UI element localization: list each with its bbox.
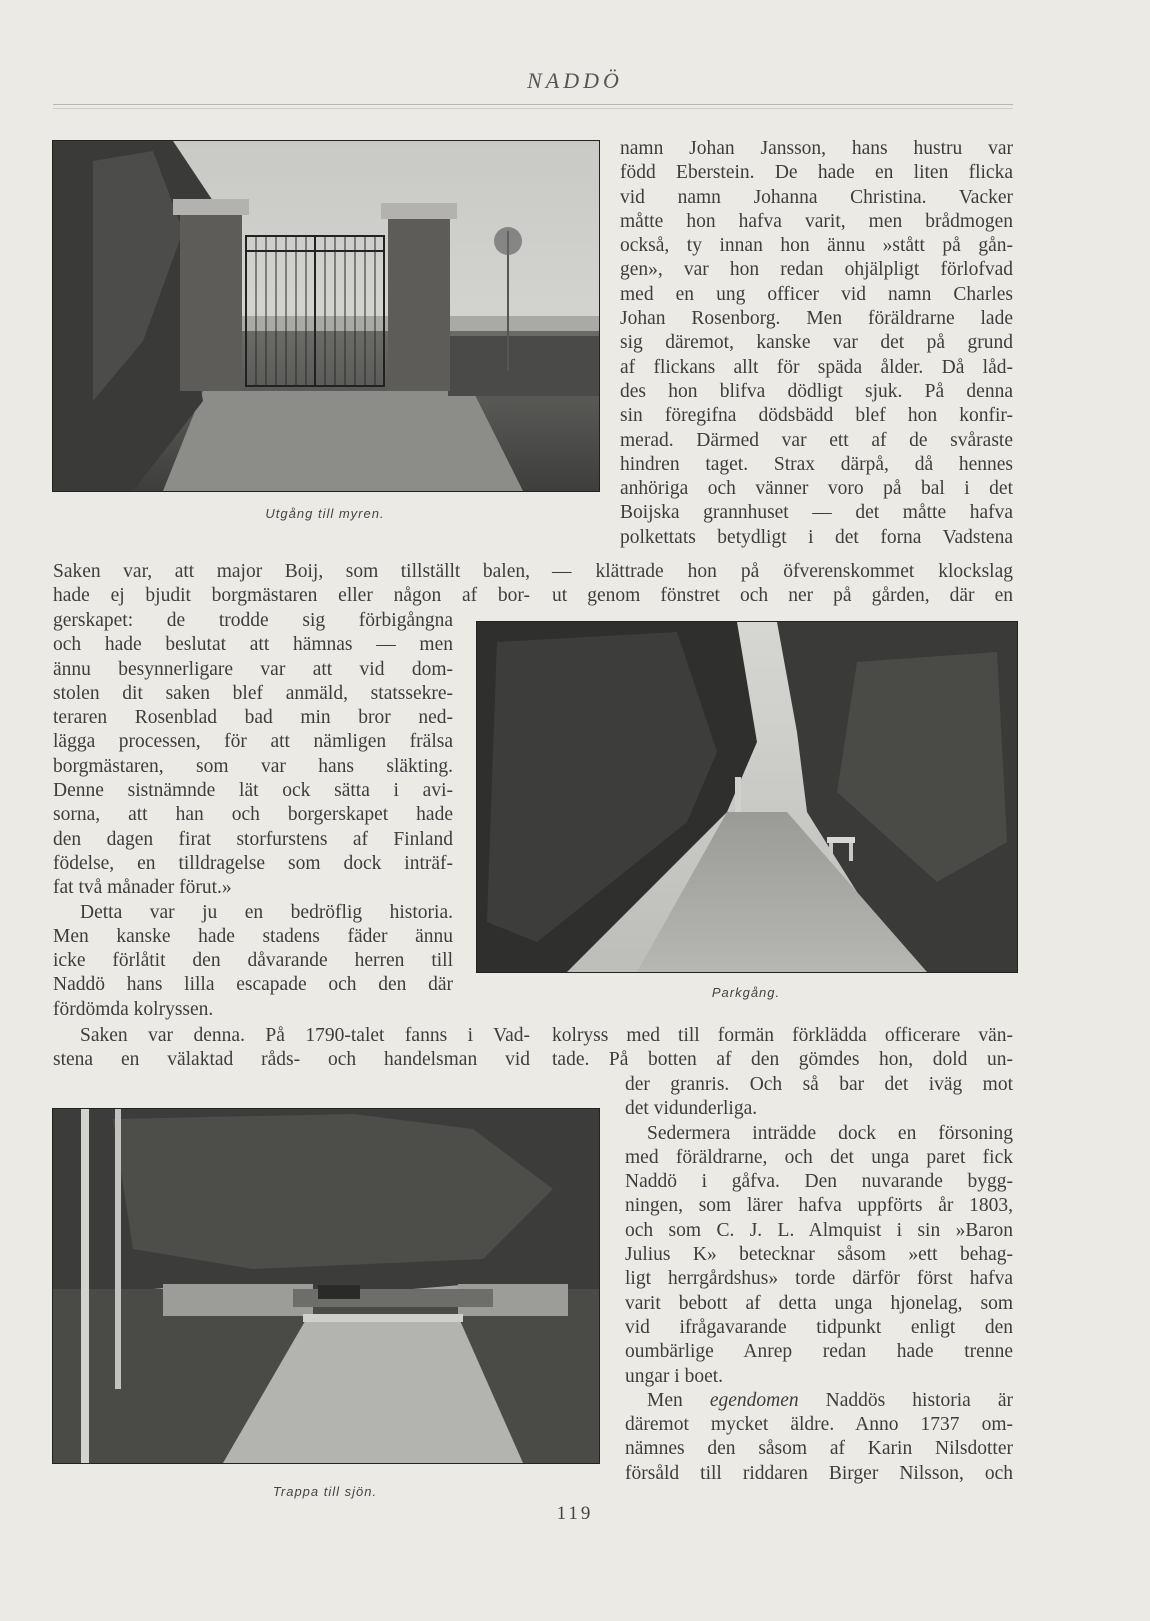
text-line: vid namn Johanna Christina. Vacker bbox=[620, 186, 1013, 208]
text-line: Naddö i gåfva. Den nuvarande bygg- bbox=[625, 1171, 1013, 1193]
running-title: NADDÖ bbox=[527, 68, 623, 93]
text-line: ligt herrgårdshus» torde därför först hafva bbox=[625, 1268, 1013, 1290]
text-right-top bbox=[620, 137, 1013, 550]
emphasis-word: egendomen bbox=[709, 1389, 799, 1411]
header-rule-thin bbox=[53, 108, 1013, 109]
text-line: merad. Därmed var ett af de svåraste bbox=[620, 429, 1013, 451]
text-line: och hade beslutat att hämnas — men bbox=[53, 634, 453, 656]
text-line: der granris. Och så bar det iväg mot bbox=[625, 1074, 1013, 1095]
photo-stairs bbox=[52, 1108, 600, 1464]
text-line: vid ifrågavarande tidpunkt enligt den bbox=[625, 1316, 1013, 1338]
text-line: Naddö hans lilla escapade och den där bbox=[53, 974, 453, 996]
text-line: ännu besynnerligare var att vid dom- bbox=[53, 658, 453, 680]
text-right-d bbox=[625, 1073, 1013, 1486]
text-line: Saken var, att major Boij, som tillställt balen, bbox=[53, 561, 530, 582]
text-line: ningen, som lärer hafva uppförts år 1803, bbox=[625, 1195, 1013, 1217]
text-line: ungar i boet. bbox=[625, 1365, 724, 1387]
text-line: hindren taget. Strax därpå, då hennes bbox=[620, 453, 1013, 475]
text-line: Detta var ju en bedröflig historia. bbox=[80, 901, 453, 923]
text-line: Men kanske hade stadens fäder ännu bbox=[53, 925, 453, 947]
text-line: däremot mycket äldre. Anno 1737 om- bbox=[625, 1414, 1013, 1436]
text-left-b bbox=[53, 609, 453, 1022]
text-line: Boijska grannhuset — det måtte hafva bbox=[620, 502, 1013, 524]
caption-gate: Utgång till myren. bbox=[265, 506, 385, 521]
text-line: med föräldrarne, och det unga paret fick bbox=[625, 1146, 1013, 1168]
text-line: anhöriga och vänner voro på bal i det bbox=[620, 478, 1013, 500]
text-line: Saken var denna. På 1790-talet fanns i Vad- bbox=[80, 1025, 530, 1046]
text-line: fördömda kolryssen. bbox=[53, 998, 214, 1020]
text-line: fat två månader förut.» bbox=[53, 877, 232, 899]
text-line: borgmästaren, som var hans släkting. bbox=[53, 755, 453, 777]
text-line: försåld till riddaren Birger Nilsson, och bbox=[625, 1462, 1013, 1484]
text-line: sorna, att han och borgerskapet hade bbox=[53, 804, 453, 826]
text-left-a bbox=[53, 560, 530, 609]
text-line: Johan Rosenborg. Men föräldrarne lade bbox=[620, 308, 1013, 330]
text-line: Denne sistnämnde lät ock sätta i avi- bbox=[53, 780, 453, 802]
text-line: också, ty innan hon ännu »stått på gån- bbox=[620, 235, 1013, 257]
text-line: — klättrade hon på öfverenskommet klockslag bbox=[552, 561, 1013, 582]
text-line: stolen dit saken blef anmäld, statssekre- bbox=[53, 682, 453, 704]
text-line bbox=[625, 1389, 1013, 1413]
photo-gate bbox=[52, 140, 600, 492]
text-line: gen», var hon redan ohjälpligt förlofvad bbox=[620, 259, 1013, 281]
text-line: födelse, en tilldragelse som dock inträf- bbox=[53, 852, 453, 874]
caption-park: Parkgång. bbox=[711, 985, 781, 1000]
text-line: namn Johan Jansson, hans hustru var bbox=[620, 138, 1013, 159]
page-number: 119 bbox=[556, 1503, 594, 1524]
text-line: nämnes den såsom af Karin Nilsdotter bbox=[625, 1438, 1013, 1460]
text-line: det vidunderliga. bbox=[625, 1098, 758, 1120]
header-rule bbox=[53, 104, 1013, 105]
text-line: kolryss med till formän förklädda officerare vän- bbox=[552, 1025, 1013, 1046]
text-line: ut genom fönstret och ner på gården, där en bbox=[552, 585, 1013, 607]
text-fragment: Naddös historia är bbox=[798, 1389, 1014, 1411]
text-line: sig däremot, kanske var det på grund bbox=[620, 332, 1013, 354]
text-line: hade ej bjudit borgmästaren eller någon af bor- bbox=[53, 585, 530, 607]
text-line: måtte hon hafva varit, men brådmogen bbox=[620, 210, 1013, 232]
caption-stairs: Trappa till sjön. bbox=[272, 1484, 378, 1499]
text-left-c bbox=[53, 1024, 530, 1073]
text-line: varit bebott af detta unga hjonelag, som bbox=[625, 1292, 1013, 1314]
text-line: sin föregifna dödsbädd blef hon konfir- bbox=[620, 405, 1013, 427]
text-line: teraren Rosenblad bad min bror ned- bbox=[53, 707, 453, 729]
text-line: den dagen firat storfurstens af Finland bbox=[53, 828, 453, 850]
photo-park bbox=[476, 621, 1018, 973]
text-line: med en ung officer vid namn Charles bbox=[620, 283, 1013, 305]
text-line: Julius K» betecknar såsom »ett behag- bbox=[625, 1244, 1013, 1266]
text-line: af flickans allt för späda ålder. Då låd- bbox=[620, 356, 1013, 378]
text-line: lägga processen, för att nämligen frälsa bbox=[53, 731, 453, 753]
text-line: polkettats betydligt i det forna Vadstena bbox=[620, 526, 1013, 548]
text-line: stena en välaktad råds- och handelsman vid bbox=[53, 1049, 530, 1071]
text-line: Sedermera inträdde dock en försoning bbox=[647, 1122, 1013, 1144]
text-line: och som C. J. L. Almquist i sin »Baron bbox=[625, 1219, 1013, 1241]
text-right-wide bbox=[552, 560, 1013, 609]
text-line: tade. På botten af den gömdes hon, dold un- bbox=[552, 1049, 1013, 1071]
text-right-c bbox=[552, 1024, 1013, 1073]
text-line: oumbärlige Anrep redan hade trenne bbox=[625, 1341, 1013, 1363]
text-line: gerskapet: de trodde sig förbigångna bbox=[53, 610, 453, 631]
text-fragment: Men bbox=[647, 1389, 710, 1411]
text-line: icke förlåtit den dåvarande herren till bbox=[53, 950, 453, 972]
text-line: född Eberstein. De hade en liten flicka bbox=[620, 162, 1013, 184]
text-line: des hon blifva dödligt sjuk. På denna bbox=[620, 380, 1013, 402]
